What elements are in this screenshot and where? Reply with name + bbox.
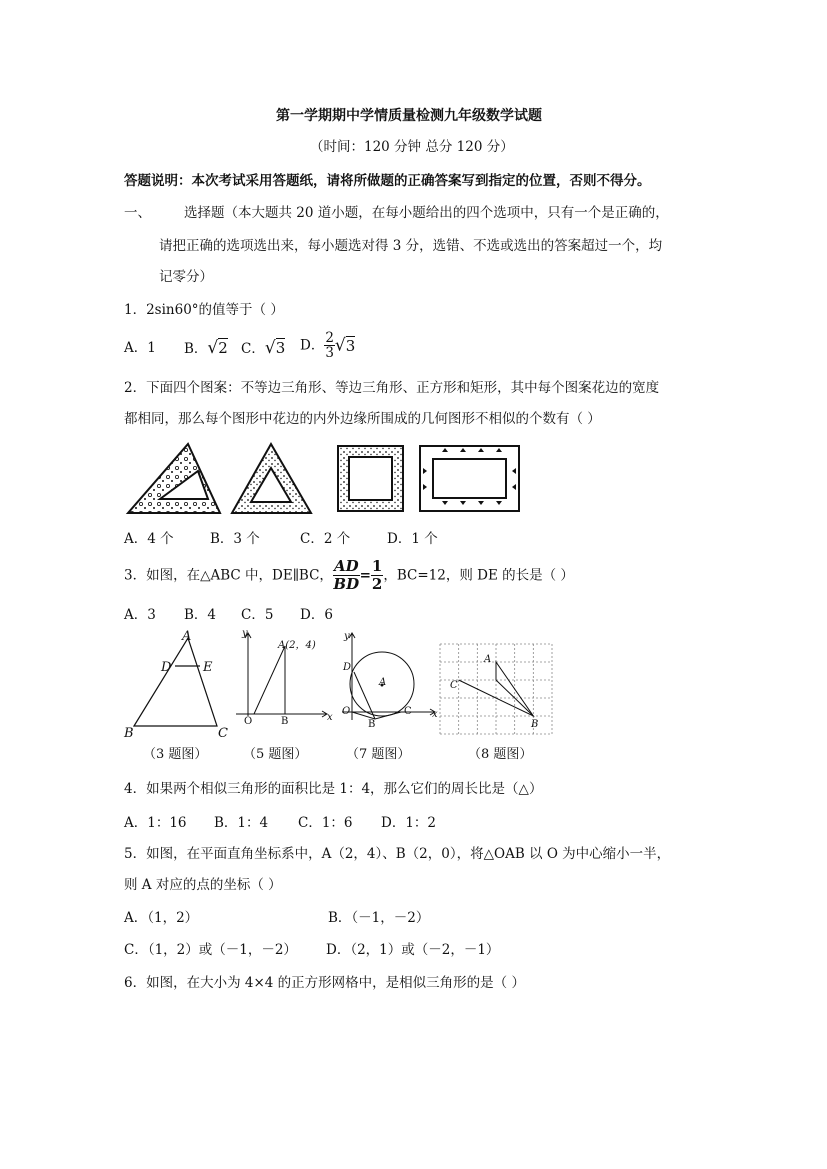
q2-option-a: A．4 个: [124, 531, 174, 547]
fig7-label-x: x: [432, 709, 438, 720]
figure-q8-caption: （8 题图）: [468, 747, 533, 762]
q1-option-d-denominator: 3: [325, 345, 334, 361]
fig5-label-a: A(2，4): [278, 640, 316, 651]
q2-option-c: C．2 个: [300, 531, 351, 547]
q2-stem-line2: 都相同，那么每个图形中花边的内外边缘所围成的几何图形不相似的个数有（ ）: [124, 411, 601, 427]
q5-option-d: D．（2，1）或（－2，－1）: [326, 942, 500, 958]
q2-option-d: D．1 个: [387, 531, 438, 547]
fig8-label-b: B: [531, 719, 539, 730]
figure-q8: [436, 640, 556, 740]
fig8-label-c: C: [450, 680, 458, 691]
figure-q3-caption: （3 题图）: [143, 747, 208, 762]
fig3-label-a: A: [182, 629, 192, 644]
fig3-label-e: E: [203, 660, 213, 675]
q2-patterns-figure: [120, 438, 530, 518]
q1-option-d-radicand: 3: [345, 336, 356, 355]
q3-option-c: C．5: [241, 607, 274, 623]
scalene-triangle-border: [128, 444, 220, 513]
sqrt-sign: √: [207, 338, 219, 358]
fig3-label-c: C: [218, 726, 228, 740]
q3-stem-prefix: 3．如图，在△ABC 中，DE∥BC，: [124, 567, 333, 584]
q1-option-b: [184, 339, 228, 358]
q3-stem-suffix: ，BC=12，则 DE 的长是（ ）: [383, 567, 574, 584]
q3-option-b: B．4: [184, 607, 217, 623]
fig7-label-a: A: [379, 677, 387, 688]
q4-option-c: C．1：6: [298, 815, 353, 831]
q3-option-d: D．6: [300, 607, 333, 623]
fig7-label-b: B: [368, 719, 376, 728]
sqrt-sign: √: [264, 338, 276, 358]
figure-q5: [228, 628, 338, 728]
q1-option-d-fraction: [324, 331, 335, 360]
q3-ratio-denominator: BD: [333, 575, 360, 593]
fig5-label-b: B: [281, 716, 289, 727]
q3-ratio-numerator: AD: [333, 557, 359, 575]
q5-option-b: B．（－1，－2）: [328, 910, 430, 926]
fig7-label-d: D: [343, 662, 352, 673]
section-intro-line2: 请把正确的选项选出来，每小题选对得 3 分，选错、不选或选出的答案超过一个，均: [159, 238, 663, 254]
section-intro-line3: 记零分）: [159, 269, 213, 285]
fig5-label-x: x: [327, 712, 333, 723]
q4-option-a: A．1：16: [124, 815, 187, 831]
q3-stem: [124, 555, 574, 595]
figure-q7: [338, 628, 442, 728]
exam-title: 第一学期期中学情质量检测九年级数学试题: [276, 108, 542, 124]
fig7-label-y: y: [344, 631, 350, 642]
q1-option-d-numerator: 2: [325, 330, 334, 346]
q3-ratio-fraction: [333, 558, 360, 593]
q5-option-a: A．（1，2）: [124, 910, 199, 926]
q1-stem: 1．2sin60°的值等于（ ）: [124, 302, 284, 318]
fig8-label-a: A: [484, 654, 492, 665]
q1-option-c-label: C．: [241, 341, 265, 357]
fig3-label-b: B: [124, 726, 134, 740]
q3-value-fraction: [371, 558, 383, 593]
q1-option-c-radicand: 3: [275, 339, 286, 357]
q5-option-c: C．（1，2）或（－1，－2）: [124, 942, 297, 958]
instructions: 答题说明：本次考试采用答题纸，请将所做题的正确答案写到指定的位置，否则不得分。: [124, 173, 651, 189]
q4-option-b: B．1：4: [214, 815, 269, 831]
rectangle-border: [420, 446, 519, 511]
exam-subtitle: （时间：120 分钟 总分 120 分）: [310, 139, 514, 155]
figure-q3: [120, 628, 232, 740]
q1-option-d-label: D．: [300, 337, 325, 354]
q6-stem: 6．如图，在大小为 4×4 的正方形网格中，是相似三角形的是（ ）: [124, 975, 525, 991]
q2-option-b: B．3 个: [210, 531, 260, 547]
equilateral-triangle-border: [232, 444, 311, 513]
figure-q5-caption: （5 题图）: [243, 747, 308, 762]
q4-stem: 4．如果两个相似三角形的面积比是 1：4，那么它们的周长比是（△）: [124, 781, 543, 797]
square-border: [338, 446, 403, 511]
q1-option-a: A．1: [124, 340, 156, 356]
figure-q7-caption: （7 题图）: [346, 747, 411, 762]
section-intro-line1: 选择题（本大题共 20 道小题，在每小题给出的四个选项中，只有一个是正确的，: [184, 205, 669, 221]
q1-option-c: [241, 339, 285, 358]
fig7-label-o: O: [342, 706, 351, 717]
q1-option-b-label: B．: [184, 341, 208, 357]
sqrt-sign: √: [334, 335, 346, 356]
q5-stem-line2: 则 A 对应的点的坐标（ ）: [124, 877, 282, 893]
section-number: 一、: [124, 205, 151, 221]
fig5-label-y: y: [242, 628, 248, 639]
q3-equals: =: [359, 567, 371, 584]
q3-value-numerator: 1: [371, 557, 383, 575]
q4-option-d: D．1：2: [381, 815, 437, 831]
q1-option-d: [300, 331, 355, 360]
q5-stem-line1: 5．如图，在平面直角坐标系中，A（2，4）、B（2，0），将△OAB 以 O 为中心缩小一半，: [124, 846, 671, 862]
fig7-label-c: C: [404, 706, 412, 717]
q3-option-a: A．3: [124, 607, 156, 623]
fig5-label-o: O: [244, 716, 253, 727]
q1-option-b-radicand: 2: [218, 339, 228, 357]
fig3-label-d: D: [161, 660, 172, 675]
q2-stem-line1: 2．下面四个图案：不等边三角形、等边三角形、正方形和矩形，其中每个图案花边的宽度: [124, 380, 660, 396]
q3-value-denominator: 2: [371, 575, 383, 593]
